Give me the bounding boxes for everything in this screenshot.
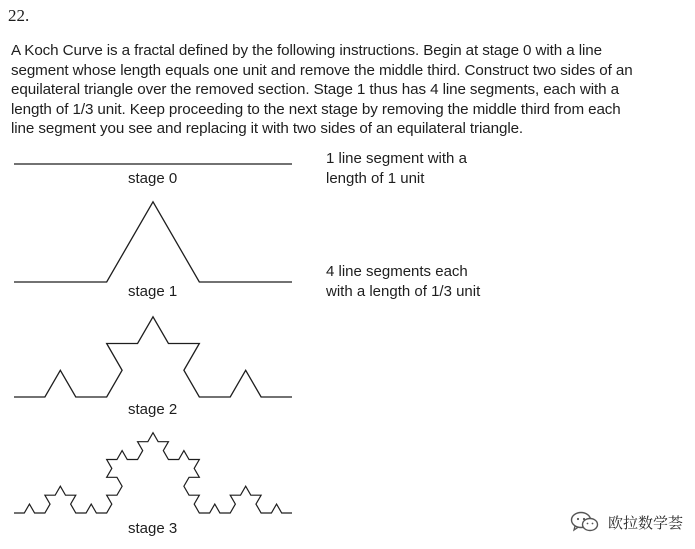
wechat-icon	[570, 511, 600, 533]
stage-0-label: stage 0	[128, 170, 178, 187]
statement-line: line segment you see and replacing it with two sides of an equilateral triangle.	[11, 120, 524, 138]
stage-1-label: stage 1	[128, 283, 178, 300]
note-line: length of 1 unit	[326, 170, 425, 187]
stage-3-label: stage 3	[128, 520, 178, 537]
stage-2-label: stage 2	[128, 401, 178, 418]
problem-number: 22.	[8, 6, 30, 25]
watermark	[570, 511, 683, 533]
koch-curve-stage-3	[14, 433, 292, 513]
statement-line: A Koch Curve is a fractal defined by the following instructions. Begin at stage 0 with a line	[11, 42, 602, 59]
note-line: with a length of 1/3 unit	[326, 283, 481, 300]
watermark-text: 欧拉数学荟	[607, 513, 683, 532]
note-line: 1 line segment with a	[326, 150, 467, 167]
statement-line: segment whose length equals one unit and remove the middle third. Construct two sides of an	[11, 61, 633, 79]
stage-0-note	[326, 149, 467, 189]
koch-curve-stage-2	[14, 317, 292, 397]
stage-1-note	[326, 262, 480, 302]
statement-line: length of 1/3 unit. Keep proceeding to the next stage by removing the middle third from each	[11, 100, 621, 118]
note-line: 4 line segments each	[326, 263, 468, 280]
koch-curve-stage-1	[14, 202, 292, 282]
statement-line: equilateral triangle over the removed section. Stage 1 thus has 4 line segments, each with a	[11, 81, 619, 99]
